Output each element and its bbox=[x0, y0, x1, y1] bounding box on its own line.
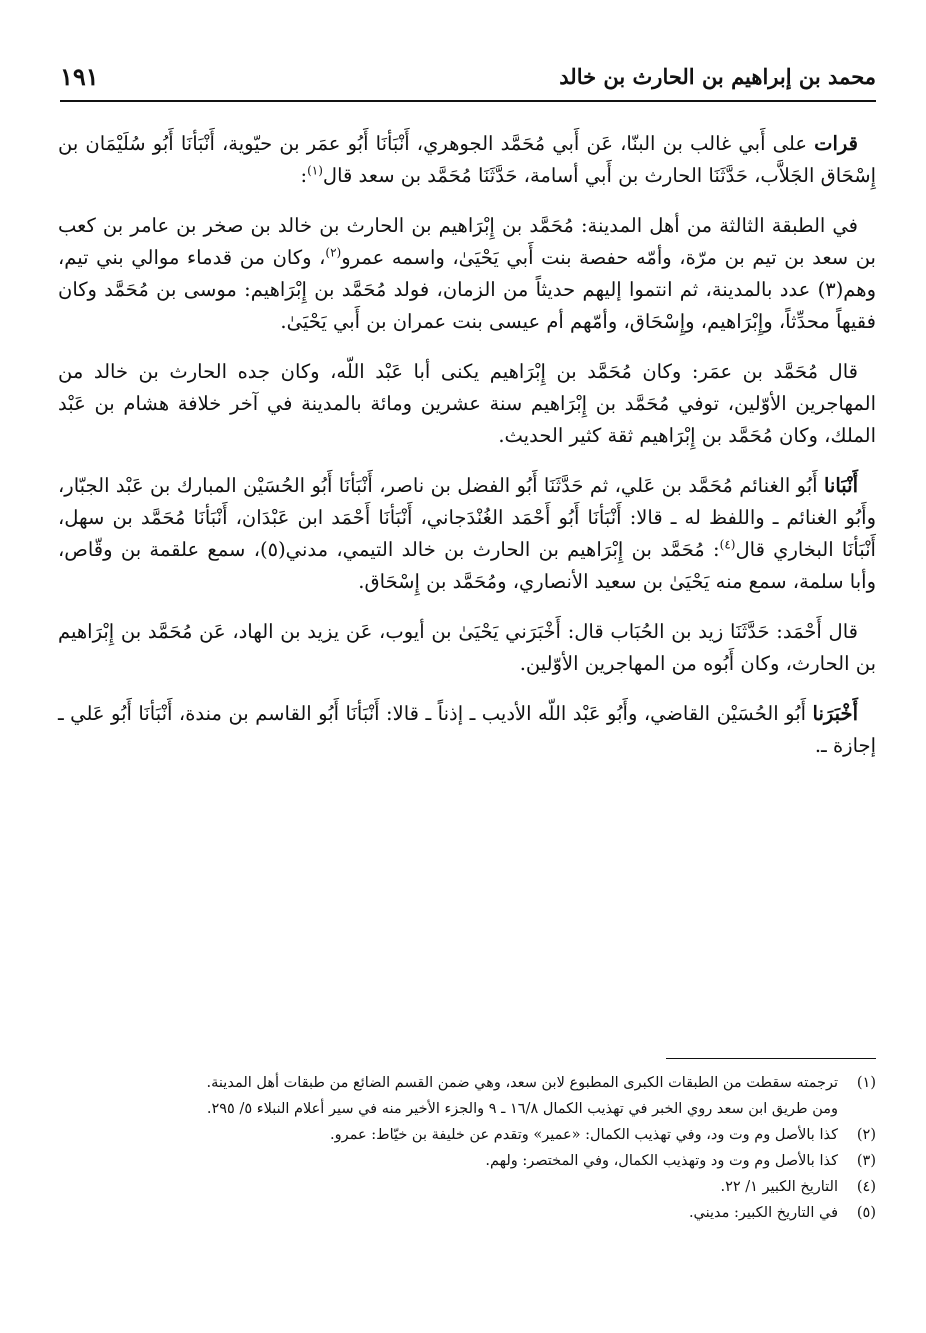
paragraph-tail: : مُحَمَّد بن إِبْرَاهيم بن الحارث بن خالد التيمي، مدني(٥)، سمع علقمة بن وقّاص، وأبا سلمة، سمع منه يَحْيَىٰ بن سعيد الأنصاري، ومُحَمَّد بن إِسْحَاق. bbox=[58, 538, 876, 593]
footnote-ref: (١) bbox=[307, 163, 323, 178]
paragraph bbox=[58, 128, 876, 192]
page-number: ١٩١ bbox=[60, 62, 99, 91]
paragraph-text: أَبُو الغنائم مُحَمَّد بن عَلي، ثم حَدَّثَنَا أَبُو الفضل بن ناصر، أَنْبَأنَا أَبُو الحُسَيْن المبارك بن عَبْد الجبّار، وأَبُو الغنائم ـ واللفظ له ـ قالا: أَنْبَأنَا أَبُو أَحْمَد الغُنْدَجاني، أَنْبَأنَا أَحْمَد ابن عَبْدَان، أَنْبَأنَا مُحَمَّد بن سهل، أَنْبَأنَا البخاري قال bbox=[58, 474, 876, 561]
footnote-number: (٤) bbox=[856, 1179, 876, 1195]
footnote-number: (٢) bbox=[856, 1127, 876, 1143]
paragraph bbox=[58, 470, 876, 598]
footnotes bbox=[58, 1070, 876, 1226]
paragraph-lead-word: أَخْبَرَنا bbox=[812, 702, 858, 725]
footnote-number: (١) bbox=[856, 1075, 876, 1091]
footnote-text: كذا بالأصل وم وت ود، وفي تهذيب الكمال: «عمير» وتقدم عن خليفة بن خيّاط: عمرو. bbox=[330, 1127, 838, 1143]
paragraph-text: قال أَحْمَد: حَدَّثَنَا زيد بن الحُبَاب قال: أَخْبَرَني يَحْيَىٰ بن أيوب، عَن يزيد بن الهاد، عَن مُحَمَّد بن إِبْرَاهيم بن الحارث، وكان أَبُوه من المهاجرين الأوّلين. bbox=[58, 620, 876, 675]
footnote bbox=[58, 1070, 876, 1096]
footnote bbox=[58, 1200, 876, 1226]
paragraph-text: في الطبقة الثالثة من أهل المدينة: مُحَمَّد بن إِبْرَاهيم بن الحارث بن خالد بن صخر بن عامر بن كعب بن سعد بن تيم بن مرّة، وأمّه حفصة بنت أَبي يَحْيَىٰ، واسمه عمرو bbox=[58, 214, 876, 269]
paragraph-text: أَبُو الحُسَيْن القاضي، وأَبُو عَبْد اللّه الأديب ـ إذناً ـ قالا: أَنْبَأنَا أَبُو القاسم بن مندة، أَنْبَأنَا أَبُو عَلي ـ إجازة ـ. bbox=[58, 702, 876, 757]
footnote-ref: (٢) bbox=[325, 245, 342, 260]
footnote bbox=[58, 1174, 876, 1200]
paragraph bbox=[58, 356, 876, 452]
footnote-divider bbox=[666, 1058, 876, 1059]
footnote-continuation: ومن طريق ابن سعد روي الخبر في تهذيب الكمال ١٦/٨ ـ ٩ والجزء الأخير منه في سير أعلام النبلاء ٥/ ٢٩٥. bbox=[206, 1101, 838, 1117]
main-text bbox=[58, 128, 876, 780]
running-header bbox=[60, 60, 876, 102]
paragraph bbox=[58, 698, 876, 762]
paragraph-lead-word: قرات bbox=[814, 132, 858, 155]
footnote-ref: (٤) bbox=[719, 537, 736, 552]
footnote bbox=[58, 1148, 876, 1174]
footnote-number: (٣) bbox=[856, 1153, 876, 1169]
paragraph-tail: : bbox=[300, 164, 308, 187]
paragraph-lead-word: أَنْبَانا bbox=[823, 474, 858, 497]
paragraph bbox=[58, 210, 876, 338]
footnote bbox=[58, 1122, 876, 1148]
paragraph-tail: ، وكان من قدماء موالي بني تيم، وهم(٣) عدد بالمدينة، ثم انتموا إليهم حديثاً من الزمان، فولد مُحَمَّد بن إِبْرَاهيم: موسى بن مُحَمَّد وكان فقيهاً محدِّثاً، وإِبْرَاهيم، وإِسْحَاق، وأمّهم أم عيسى بنت عمران بن أَبي يَحْيَىٰ. bbox=[58, 246, 876, 333]
footnote-number: (٥) bbox=[856, 1205, 876, 1221]
footnote-text: كذا بالأصل وم وت ود وتهذيب الكمال، وفي المختصر: ولهم. bbox=[485, 1153, 838, 1169]
paragraph-text: قال مُحَمَّد بن عمَر: وكان مُحَمَّد بن إِبْرَاهيم يكنى أبا عَبْد اللّه، وكان جده الحارث بن خالد من المهاجرين الأوّلين، توفي مُحَمَّد بن إِبْرَاهيم سنة عشرين ومائة بالمدينة في آخر خلافة هشام بن عَبْد الملك، وكان مُحَمَّد بن إِبْرَاهيم ثقة كثير الحديث. bbox=[58, 360, 876, 447]
footnote-text: التاريخ الكبير ١/ ٢٢. bbox=[720, 1179, 838, 1195]
paragraph bbox=[58, 616, 876, 680]
header-title: محمد بن إبراهيم بن الحارث بن خالد bbox=[559, 64, 876, 89]
paragraph-text: على أَبي غالب بن البنّا، عَن أَبي مُحَمَّد الجوهري، أَنْبَأنَا أَبُو عمَر بن حيّوية، أَنْبَأنَا أَبُو سُلَيْمَان بن إِسْحَاق الجَلاَّب، حَدَّثَنَا الحارث بن أَبي أسامة، حَدَّثَنَا مُحَمَّد بن سعد قال bbox=[58, 132, 876, 187]
footnote-text: ترجمته سقطت من الطبقات الكبرى المطبوع لابن سعد، وهي ضمن القسم الضائع من طبقات أهل المدينة. bbox=[206, 1075, 838, 1091]
footnote-text: في التاريخ الكبير: مديني. bbox=[688, 1205, 838, 1221]
